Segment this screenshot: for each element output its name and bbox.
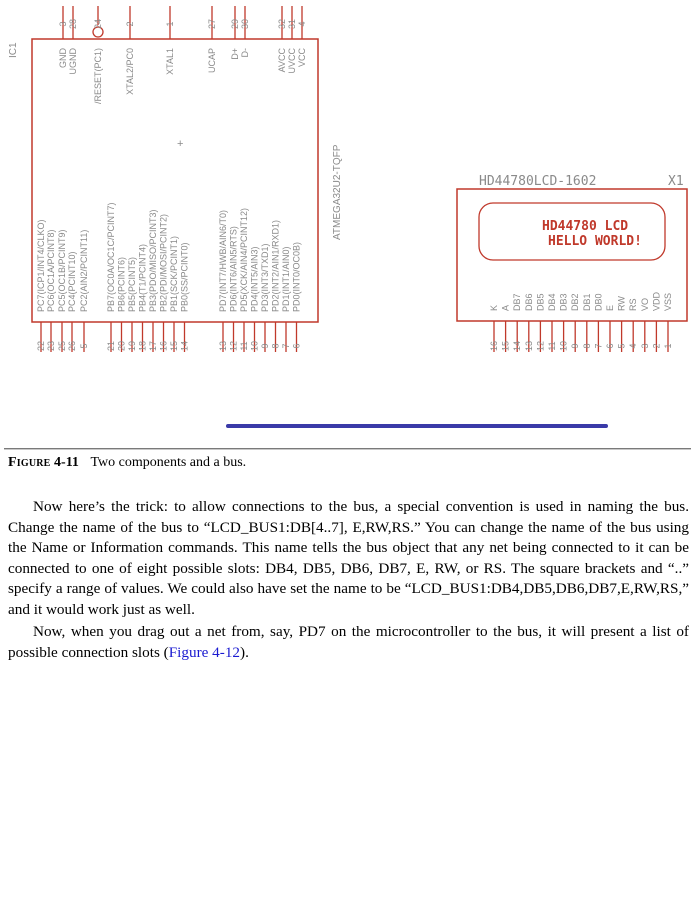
ic1-pin-name: PB2(PDI/MOSI/PCINT2) [158, 213, 169, 312]
lcd-pin-number: 15 [500, 340, 511, 352]
ic1-pin-name: PD5(XCK/AIN4/PCINT12) [239, 207, 249, 312]
lcd-pin-name: DB7 [512, 293, 523, 311]
ic1-pin-number: 24 [93, 18, 103, 30]
lcd-pin-name: DB6 [523, 293, 534, 311]
lcd-pin-number: 13 [523, 340, 534, 352]
ic1-pin-number: 11 [239, 341, 249, 351]
caption-text: Two components and a bus. [90, 455, 247, 470]
ic1-pin-number: 14 [179, 340, 190, 352]
lcd-pin-number: 2 [651, 343, 662, 349]
ic1-pin-number: 2 [125, 21, 135, 27]
ic1-origin-cross: + [177, 138, 184, 150]
lcd-pin-number: 7 [593, 343, 604, 349]
ic1-pin-name: /RESET(PC1) [93, 48, 103, 105]
ic1-pin-number: 18 [137, 340, 148, 352]
ic1-pin-name: PB1(SCK/PCINT1) [169, 235, 179, 312]
ic1-pin-name: PC2(AIN2/PCINT11) [79, 229, 89, 312]
ic1-pin-name: VCC [297, 48, 307, 68]
ic1-pin-number: 6 [291, 343, 302, 349]
caption-label: Figure [8, 455, 51, 470]
ic1-pin-number: 1 [165, 21, 175, 27]
lcd-ref-label: X1 [668, 174, 684, 189]
figure-4-12-link[interactable]: Figure 4-12 [168, 643, 241, 661]
body-text [8, 497, 689, 665]
ic1-part-label: ATMEGA32U2-TQFP [332, 144, 343, 240]
ic1-pin-name: GND [58, 48, 68, 68]
ic1-pin-number: 12 [228, 340, 239, 352]
lcd-pin-name: DB2 [570, 293, 581, 311]
ic1-pin-number: 29 [230, 18, 240, 30]
ic1-pin-number: 15 [169, 340, 179, 352]
ic1-pin-name: PD1(INT1/AIN0) [281, 246, 291, 312]
lcd-screen-line2: HELLO WORLD! [548, 234, 642, 249]
lcd-pin-name: DB4 [547, 293, 557, 311]
ic1-pin-number: 26 [67, 340, 77, 352]
ic1-pin-number: 32 [277, 18, 287, 30]
lcd-pin-name: RW [616, 296, 627, 311]
ic1-pin-name: UVCC [287, 48, 297, 74]
ic1-pin-name: D+ [230, 48, 240, 60]
ic1-pin-number: 28 [68, 18, 78, 30]
schematic-figure [0, 0, 695, 440]
ic1-pin-number: 31 [287, 18, 297, 30]
lcd-pin-name: DB5 [535, 293, 546, 311]
ic1-pin-name: PC6(OC1A/PCINT8) [46, 229, 56, 312]
ic1-pin-number: 17 [148, 340, 158, 352]
lcd-pin-name: VDD [651, 291, 662, 311]
ic1-pin-number: 5 [79, 343, 89, 349]
ic1-pin-name: UCAP [207, 48, 217, 74]
ic1-pin-number: 13 [218, 340, 228, 352]
lcd-pin-number: 3 [639, 343, 650, 349]
ic1-pin-number: 3 [58, 21, 68, 27]
ic1-pin-number: 21 [106, 340, 116, 352]
ic1-pin-number: 23 [46, 340, 56, 352]
lcd-pin-name: DB0 [593, 293, 604, 311]
lcd-pin-number: 4 [628, 343, 639, 349]
lcd-pin-number: 9 [570, 343, 581, 349]
ic1-pin-name: XTAL1 [165, 48, 175, 75]
paragraph-1: Now here’s the trick: to allow connections to the bus, a special convention is used in naming the bus. Change the name of the bus to “LCD_BUS1:DB[4..7], E,RW,RS.” You can change the name of the bus using the Name or Information commands. This name tells the bus object that any net being connected to it can be connected to one of eight possible slots: DB4, DB5, DB6, DB7, E, RW, or RS. The square brackets and “..” specify a range of values. We could also have set the name to be “LCD_BUS1:DB4,DB5,DB6,DB7,E,RW,RS,” and it would work just as well. [8, 498, 689, 618]
ic1-pin-name: XTAL2/PC0 [125, 48, 135, 95]
paragraph-2 [8, 622, 689, 663]
ic1-pin-name: PB4(T1/PCINT4) [137, 243, 148, 312]
lcd-pin-number: 14 [512, 340, 523, 352]
figure-caption [8, 455, 688, 471]
lcd-pin-name: DB3 [558, 293, 569, 311]
lcd-pin-number: 11 [547, 341, 557, 351]
ic1-pin-number: 19 [127, 340, 137, 352]
lcd-pin-name: K [489, 304, 499, 311]
lcd-pin-name: A [500, 304, 511, 311]
lcd-part-label: HD44780LCD-1602 [479, 174, 597, 189]
ic1-pin-name: PB6(PCINT6) [116, 256, 127, 312]
ic1-pin-name: UGND [68, 48, 78, 75]
ic1-pin-number: 10 [249, 340, 260, 352]
ic1-pin-name: PC5(OC1B/PCINT9) [57, 229, 67, 312]
lcd-pin-number: 6 [605, 343, 615, 349]
lcd-module-x1 [457, 174, 687, 352]
lcd-pin-name: VO [639, 297, 650, 311]
ic1-pin-number: 9 [260, 343, 270, 349]
ic1-pin-name: PD6(INT6/AIN5/RTS) [228, 226, 239, 312]
paragraph-2-text: Now, when you drag out a net from, say, PD7 on the microcontroller to the bus, it will present a list of possible connection slots ( [8, 623, 689, 661]
ic1-pin-name: PD0(INT0/OC0B) [291, 241, 302, 312]
ic1-pin-name: PD4(INT5/AIN3) [249, 246, 260, 312]
ic1-pin-number: 4 [297, 21, 307, 27]
lcd-pin-number: 5 [616, 343, 627, 349]
ic1-pin-name: PB7(OC0A/OC1C/PCINT7) [106, 202, 116, 312]
ic1-pin-number: 7 [281, 343, 291, 349]
ic1-pin-name: PB5(PCINT5) [127, 256, 137, 312]
lcd-pin-name: RS [628, 298, 639, 311]
lcd-screen-line1: HD44780 LCD [542, 219, 629, 234]
lcd-pin-number: 12 [535, 340, 546, 352]
ic1-pin-name: AVCC [277, 48, 287, 73]
lcd-pin-number: 8 [581, 343, 592, 349]
ic1-pin-name: PB0(SS/PCINT0) [179, 242, 190, 312]
paragraph-2-end: ). [240, 643, 249, 661]
ic1-pin-name: PB3(PDO/MISO/PCINT3) [148, 209, 158, 312]
ic1-pin-number: 30 [240, 18, 250, 30]
lcd-pin-name: VSS [663, 292, 673, 311]
ic1-pin-number: 16 [158, 340, 169, 352]
ic1-pin-name: PC7(ICP1/INT4/CLKO) [36, 219, 46, 312]
ic1-ref-label: IC1 [8, 42, 19, 58]
ic1-pin-name: PD7(INT7/HWB/AIN6/T0) [218, 209, 228, 312]
lcd-pin-name: DB1 [581, 293, 592, 311]
ic1-pin-number: 20 [116, 340, 127, 352]
lcd-pin-number: 16 [489, 340, 499, 352]
ic1-pin-name: PD2(INT2/AIN1/RXD1) [270, 219, 281, 312]
microcontroller-ic1 [8, 6, 343, 352]
ic1-pin-number: 27 [207, 18, 217, 30]
lcd-pin-number: 10 [558, 340, 569, 352]
figure-divider [4, 448, 691, 450]
ic1-pin-number: 8 [270, 343, 281, 349]
ic1-pin-name: PD3(INT3/TXD1) [260, 243, 270, 312]
lcd-pin-name: E [605, 304, 615, 311]
lcd-pin-number: 1 [663, 343, 673, 349]
ic1-pin-number: 22 [36, 340, 46, 352]
ic1-pin-name: D- [240, 48, 250, 58]
ic1-pin-number: 25 [57, 340, 67, 352]
caption-number: 4-11 [54, 455, 79, 470]
ic1-pin-name: PC4(PCINT10) [67, 251, 77, 312]
